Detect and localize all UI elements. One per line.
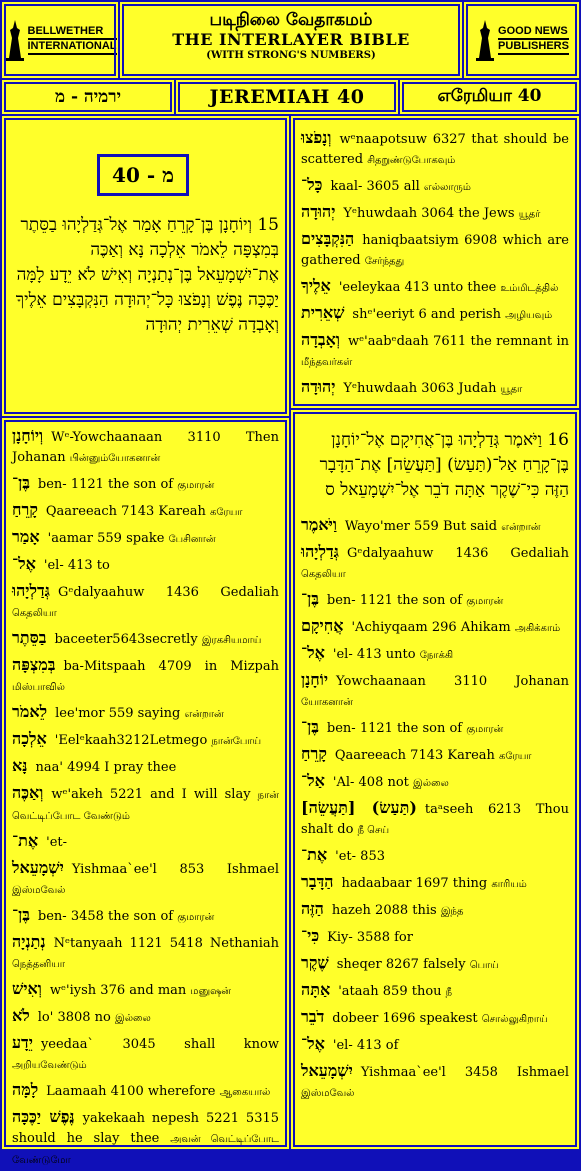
word-entry <box>12 702 279 725</box>
left-entry-list <box>4 420 287 1171</box>
left-logo-line2: INTERNATIONAL <box>28 40 117 55</box>
word-entry <box>301 229 569 272</box>
good-news-tower-icon <box>474 18 496 62</box>
tamil-gloss: நெத்தனியா <box>12 959 65 970</box>
tamil-gloss: மீந்தவர்கள் <box>301 357 353 368</box>
bellwether-tower-icon <box>4 18 26 62</box>
word-entry <box>12 473 279 496</box>
transliteration-gloss: 'el- 413 unto <box>332 647 420 662</box>
hebrew-word: בַסֵּתֶר <box>12 628 47 647</box>
hebrew-word: [תַּעֲשֵׂה] (תַּעַשׂ) <box>301 798 417 817</box>
hebrew-word: אֲחִיקָם <box>301 616 344 635</box>
tamil-gloss: யோகனான் <box>301 697 353 708</box>
transliteration-gloss: 'aamar 559 spake <box>47 531 169 546</box>
transliteration-gloss: hazeh 2088 this <box>331 903 441 918</box>
hebrew-word: אֶל־ <box>301 1034 325 1053</box>
word-entry <box>12 831 279 854</box>
word-entry <box>12 1006 279 1029</box>
hebrew-word: אֶת־ <box>12 831 39 850</box>
hebrew-word: נְתַנְיָה <box>12 932 46 951</box>
hebrew-word: נֶּפֶשׁ יַכֶּכָּה <box>12 1107 75 1126</box>
transliteration-gloss: ben- 1121 the son of <box>326 593 467 608</box>
transliteration-gloss: Yowchaanaan 3110 Johanan <box>336 674 569 689</box>
word-entry <box>301 872 569 895</box>
hebrew-word: שְׁאֵרִית <box>301 303 345 322</box>
tamil-gloss: இரகசியமாய் <box>201 635 262 646</box>
hebrew-word: יְהוּדָה <box>301 202 336 221</box>
transliteration-gloss: Yᵉhuwdaah 3063 Judah <box>343 381 501 396</box>
word-entry <box>301 128 569 171</box>
transliteration-gloss: 'Eelᵉkaah3212Letmego <box>54 733 212 748</box>
tamil-gloss: நான் வெட்டிப்போட வேண்டும் <box>12 790 279 822</box>
hebrew-word: יֵדָע <box>12 1033 33 1052</box>
word-entry <box>301 276 569 299</box>
transliteration-gloss: 'et- <box>46 835 68 850</box>
transliteration-gloss: 'el- 413 to <box>43 558 110 573</box>
tamil-gloss: குமாரன் <box>177 480 215 491</box>
tamil-gloss: குமாரன் <box>466 724 504 735</box>
hebrew-book-title <box>2 80 174 114</box>
hebrew-word: הַנִּקְבָּצִים <box>301 229 355 248</box>
hebrew-word: אַתָּה <box>301 980 331 999</box>
hebrew-word: אֶל־ <box>301 643 325 662</box>
word-entry <box>301 643 569 666</box>
transliteration-gloss: lo' 3808 no <box>37 1010 116 1025</box>
hebrew-word: גְּדַלְיָהוּ <box>12 581 50 600</box>
hebrew-word: שֶׁקֶר <box>301 953 329 972</box>
word-entry <box>301 303 569 326</box>
transliteration-gloss: wᵉ'iysh 376 and man <box>49 983 191 998</box>
word-entry <box>301 845 569 868</box>
tamil-gloss: சிதறுண்டுபோகவும் <box>367 155 456 166</box>
hebrew-word: וְאִישׁ <box>12 979 42 998</box>
tamil-gloss: நோக்கி <box>419 650 454 661</box>
word-entry <box>301 1007 569 1030</box>
word-entry <box>12 655 279 698</box>
word-entry <box>301 717 569 740</box>
hebrew-word: אֵלְכָה <box>12 729 47 748</box>
transliteration-gloss: wᵉnaapotsuw 6327 that should be scattered <box>301 132 569 167</box>
tamil-gloss: உம்மிடத்தில் <box>500 283 559 294</box>
tamil-book-title <box>400 80 579 114</box>
good-news-logo <box>464 2 579 78</box>
hebrew-word: גְּדַלְיָהוּ <box>301 542 339 561</box>
tamil-gloss: குமாரன் <box>466 596 504 607</box>
transliteration-gloss: naa' 4994 I pray thee <box>35 760 177 775</box>
transliteration-gloss: Wᵉ-Yowchaanaan 3110 Then Johanan <box>12 430 279 465</box>
word-entry <box>12 858 279 901</box>
word-entry <box>12 554 279 577</box>
verse-15-interlinear <box>2 418 289 1166</box>
transliteration-gloss: ben- 1121 the son of <box>326 721 467 736</box>
hebrew-word: אֵלֶיךָ <box>301 276 331 295</box>
word-entry <box>301 515 569 538</box>
transliteration-gloss: taᵃseeh 6213 Thou shalt do <box>301 802 570 837</box>
tamil-gloss: அழியவும் <box>505 310 553 321</box>
word-entry <box>301 175 569 198</box>
hebrew-word: לֹא <box>12 1006 30 1025</box>
transliteration-gloss: haniqbaatsiym 6908 which are gathered <box>301 233 569 268</box>
title-block <box>120 2 462 78</box>
hebrew-word: יוֹחָנָן <box>301 670 329 689</box>
right-logo-line1: GOOD NEWS <box>498 25 569 40</box>
tamil-gloss: இல்லை <box>413 778 449 789</box>
tamil-gloss: கெதலியா <box>12 608 57 619</box>
transliteration-gloss: dobeer 1696 speakest <box>332 1011 482 1026</box>
transliteration-gloss: 'Al- 408 not <box>332 775 414 790</box>
tamil-gloss: கரேயா <box>210 507 243 518</box>
word-entry <box>12 581 279 624</box>
hebrew-word: אֶת־ <box>301 845 328 864</box>
tamil-gloss: காரியம் <box>491 879 527 890</box>
transliteration-gloss: hadaabaar 1697 thing <box>341 876 492 891</box>
left-logo-line1: BELLWETHER <box>28 25 117 40</box>
transliteration-gloss: sheqer 8267 falsely <box>336 957 470 972</box>
tamil-gloss: சொல்லுகிறாய் <box>481 1014 548 1025</box>
tamil-gloss: இஸ்மவேல் <box>12 885 66 896</box>
bellwether-logo <box>2 2 118 78</box>
tamil-gloss: மிஸ்பாவில் <box>12 682 65 693</box>
tamil-gloss: ஆகையால் <box>219 1087 271 1098</box>
chapter-label: מ - 40 <box>97 154 189 196</box>
hebrew-word: דֹבֵר <box>301 1007 325 1026</box>
hebrew-word: הַזֶּה <box>301 899 324 918</box>
tamil-book-label: எரேமியா 40 <box>437 86 542 106</box>
word-entry <box>301 542 569 585</box>
word-entry <box>12 1107 279 1171</box>
tamil-gloss: பொய் <box>469 960 499 971</box>
transliteration-gloss: 'ataah 859 thou <box>338 984 446 999</box>
word-entry <box>301 202 569 225</box>
verse-16-panel <box>291 410 579 1149</box>
hebrew-word: בֶּן־ <box>12 905 30 924</box>
verse-15-hebrew: 15 וְיוֹחָנָן בֶּן־קָרֵחַ אָמַר אֶל־גְּדַלְיָהוּ בַסֵּתֶר בְּמִצְפָּה לֵאמֹר אֵלְכָה נָּא וְאַכֶּה אֶת־יִשְׁמָעֵאל בֶּן־נְתַנְיָה וְאִישׁ לֹא יֵדָע לָמָּה יַכֶּכָּה נֶּפֶשׁ וְנָפֹצוּ כָּל־יְהוּדָה הַנִּקְבָּצִים אֵלֶיךָ וְאָבְדָה שְׁאֵרִית יְהוּדָה <box>15 215 279 335</box>
hebrew-word: יִשְׁמָעֵאל <box>12 858 64 877</box>
tamil-gloss: யூதர் <box>518 209 541 220</box>
transliteration-gloss: Qaareeach 7143 Kareah <box>45 504 211 519</box>
tamil-gloss: பேசினான் <box>168 534 216 545</box>
word-entry <box>301 953 569 976</box>
hebrew-word: בֶּן־ <box>12 473 30 492</box>
hebrew-word: קָרֵחַ <box>12 500 38 519</box>
word-entry <box>12 628 279 651</box>
transliteration-gloss: wᵉ'aabᵉdaah 7611 the remnant in <box>347 334 569 349</box>
transliteration-gloss: 'et- 853 <box>335 849 385 864</box>
transliteration-gloss: 'el- 413 of <box>332 1038 399 1053</box>
tamil-gloss: இஸ்மவேல் <box>301 1088 355 1099</box>
tamil-gloss: எல்லாரும் <box>423 182 471 193</box>
transliteration-gloss: 'Achiyqaam 296 Ahikam <box>351 620 515 635</box>
word-entry <box>12 1080 279 1103</box>
word-entry <box>12 783 279 827</box>
word-entry <box>301 798 569 841</box>
tamil-gloss: நீ <box>445 987 453 998</box>
hebrew-word: כָּל־ <box>301 175 323 194</box>
transliteration-gloss: lee'mor 559 saying <box>55 706 185 721</box>
hebrew-word: לֵאמֹר <box>12 702 48 721</box>
transliteration-gloss: ba-Mitspaah 4709 in Mizpah <box>63 659 279 674</box>
tamil-gloss: என்றான் <box>184 709 224 720</box>
word-entry <box>301 980 569 1003</box>
tamil-gloss: இல்லை <box>115 1013 151 1024</box>
transliteration-gloss: 'eeleykaa 413 unto thee <box>338 280 501 295</box>
hebrew-word: אַל־ <box>301 771 325 790</box>
word-entry <box>301 1034 569 1057</box>
word-entry <box>301 926 569 949</box>
transliteration-gloss: Yᵉhuwdaah 3064 the Jews <box>343 206 519 221</box>
transliteration-gloss: ben- 3458 the son of <box>37 909 178 924</box>
transliteration-gloss: yakekaah nepesh 5221 5315 should he slay thee <box>12 1111 280 1146</box>
tamil-gloss: அகிக்காம் <box>514 623 561 634</box>
transliteration-gloss: Gᵉdalyaahuw 1436 Gedaliah <box>346 546 569 561</box>
right-logo-line2: PUBLISHERS <box>498 40 569 55</box>
word-entry <box>12 905 279 928</box>
english-book-label: JEREMIAH 40 <box>209 86 365 108</box>
word-entry <box>12 979 279 1002</box>
transliteration-gloss: shᵉ'eeriyt 6 and perish <box>352 307 506 322</box>
hebrew-word: וְנָפֹצוּ <box>301 128 332 147</box>
transliteration-gloss: Kiy- 3588 for <box>327 930 413 945</box>
tamil-gloss: குமாரன் <box>177 912 215 923</box>
hebrew-word: בֶּן־ <box>301 717 319 736</box>
transliteration-gloss: Yishmaa`ee'l 853 Ishmael <box>71 862 279 877</box>
transliteration-gloss: Gᵉdalyaahuw 1436 Gedaliah <box>57 585 279 600</box>
transliteration-gloss: wᵉ'akeh 5221 and I will slay <box>51 787 258 802</box>
hebrew-word: וְאַכֶּה <box>12 783 44 802</box>
tamil-gloss: சேர்ந்தது <box>364 256 405 267</box>
tamil-gloss: கெதலியா <box>301 569 346 580</box>
transliteration-gloss: yeedaa` 3045 shall know <box>40 1037 279 1052</box>
tamil-gloss: கரேயா <box>499 751 532 762</box>
hebrew-word: וַיֹּאמֶר <box>301 515 337 534</box>
word-entry <box>12 500 279 523</box>
tamil-gloss: அவன் வெட்டிப்போட வேண்டுமோ <box>12 1134 280 1166</box>
word-entry <box>12 932 279 975</box>
english-title: THE INTERLAYER BIBLE <box>172 30 410 49</box>
tamil-gloss: இந்த <box>440 906 464 917</box>
right-top-entry-list <box>293 118 577 400</box>
verse-15-panel <box>2 116 289 416</box>
tamil-gloss: அறியவேண்டும் <box>12 1060 87 1071</box>
transliteration-gloss: Wayo'mer 559 But said <box>344 519 502 534</box>
verse-16-hebrew: 16 וַיֹּאמֶר גְּדַלְיָהוּ בֶּן־אֲחִיקָם אֶל־יוֹחָנָן בֶּן־קָרֵחַ אַל־(תַּעַשׂ) [תַּעֲשֵׂה] אֶת־הַדָּבָר הַזֶּה כִּי־שֶׁקֶר אַתָּה דֹבֵר אֶל־יִשְׁמָעֵאל ס <box>319 430 569 500</box>
english-book-title <box>176 80 398 114</box>
tamil-gloss: நீ செய் <box>357 825 390 836</box>
word-entry <box>301 1061 569 1104</box>
verse-15-interlinear-continued <box>291 116 579 408</box>
tamil-gloss: நான்போய் <box>211 736 262 747</box>
word-entry <box>301 377 569 400</box>
word-entry <box>301 330 569 373</box>
hebrew-word: אֶל־ <box>12 554 36 573</box>
word-entry <box>301 616 569 639</box>
word-entry <box>301 744 569 767</box>
tamil-gloss: யூதா <box>500 384 523 395</box>
tamil-gloss: மனுஷன் <box>190 986 231 997</box>
word-entry <box>301 899 569 922</box>
transliteration-gloss: Nᵉtanyaah 1121 5418 Nethaniah <box>53 936 279 951</box>
right-bottom-entry-list <box>293 509 577 1104</box>
transliteration-gloss: ben- 1121 the son of <box>37 477 178 492</box>
hebrew-book-label: ירמיה - מ <box>54 87 122 107</box>
word-entry <box>12 1033 279 1076</box>
hebrew-word: וְיוֹחָנָן <box>12 426 44 445</box>
hebrew-word: אָמַר <box>12 527 40 546</box>
word-entry <box>301 670 569 713</box>
hebrew-word: קָרֵחַ <box>301 744 327 763</box>
word-entry <box>12 527 279 550</box>
transliteration-gloss: Yishmaa`ee'l 3458 Ishmael <box>360 1065 569 1080</box>
tamil-gloss: என்றான் <box>501 522 541 533</box>
hebrew-word: לָמָּה <box>12 1080 39 1099</box>
subtitle: (WITH STRONG'S NUMBERS) <box>206 50 376 61</box>
word-entry <box>301 771 569 794</box>
hebrew-word: בְּמִצְפָּה <box>12 655 56 674</box>
hebrew-word: יִשְׁמָעֵאל <box>301 1061 353 1080</box>
hebrew-word: בֶּן־ <box>301 589 319 608</box>
transliteration-gloss: kaal- 3605 all <box>330 179 424 194</box>
word-entry <box>301 589 569 612</box>
hebrew-word: כִּי־ <box>301 926 320 945</box>
hebrew-word: הַדָּבָר <box>301 872 334 891</box>
transliteration-gloss: baceeter5643secretly <box>54 632 202 647</box>
tamil-gloss: பின்னும்யோகனான் <box>69 453 161 464</box>
tamil-title: படிநிலை வேதாகமம் <box>209 10 373 30</box>
word-entry <box>12 729 279 752</box>
transliteration-gloss: Laamaah 4100 wherefore <box>46 1084 220 1099</box>
word-entry <box>12 426 279 469</box>
hebrew-word: וְאָבְדָה <box>301 330 340 349</box>
word-entry <box>12 756 279 779</box>
transliteration-gloss: Qaareeach 7143 Kareah <box>334 748 500 763</box>
hebrew-word: נָּא <box>12 756 28 775</box>
hebrew-word: יְהוּדָה <box>301 377 336 396</box>
